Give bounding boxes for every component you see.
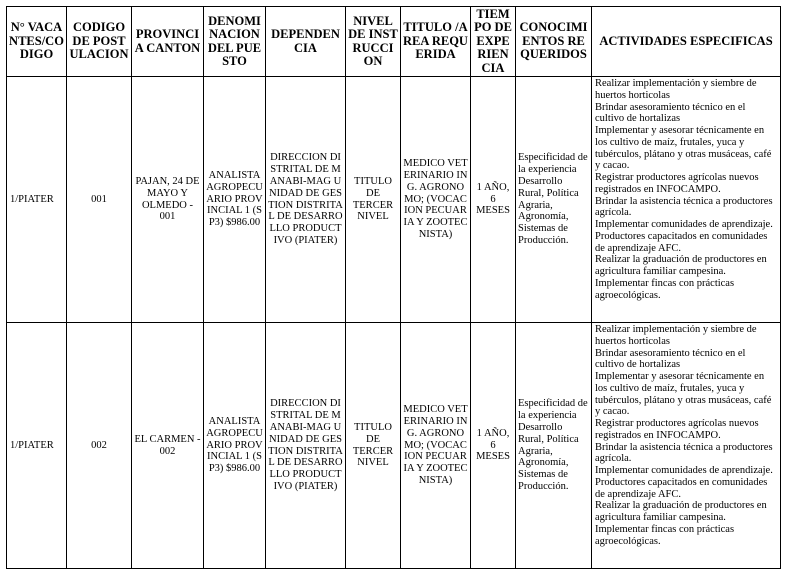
header-provincia: PROVINCIA CANTON: [132, 7, 204, 77]
cell-nivel: TITULO DE TERCER NIVEL: [346, 323, 401, 569]
activity-item: Implementar comunidades de aprendizaje.: [595, 219, 773, 230]
cell-codigo: 001: [67, 77, 132, 323]
header-conocimientos: CONOCIMIENTOS REQUERIDOS: [516, 7, 592, 77]
activity-item: Implementar fincas con prácticas agroecológicas.: [595, 523, 735, 547]
cell-actividades: [592, 77, 781, 323]
cell-provincia: PAJAN, 24 DE MAYO Y OLMEDO - 001: [132, 77, 204, 323]
cell-dependencia: DIRECCION DISTRITAL DE MANABI-MAG UNIDAD DE GESTION DISTRITAL DE DESARROLLO PRODUCTIVO (PIATER): [266, 77, 346, 323]
cell-tiempo: 1 AÑO, 6 MESES: [471, 323, 516, 569]
header-nivel: NIVEL DE INSTRUCCION: [346, 7, 401, 77]
cell-provincia: EL CARMEN - 002: [132, 323, 204, 569]
table-row: [7, 77, 781, 323]
table-row: [7, 323, 781, 569]
cell-titulo: MEDICO VETERINARIO ING. AGRONOMO; (VOCACION PECUARIA Y ZOOTECNISTA): [401, 323, 471, 569]
activity-item: Realizar implementación y siembre de huertos horticolas: [595, 78, 757, 101]
vacancies-table: [6, 6, 781, 569]
header-dependencia: DEPENDENCIA: [266, 7, 346, 77]
activity-item: Brindar la asistencia técnica a productores agrícola.: [595, 195, 773, 219]
cell-conocimientos: Especificidad de la experiencia Desarrollo Rural, Política Agraria, Agronomía, Sistemas de Producción.: [516, 323, 592, 569]
activity-item: Brindar asesoramiento técnico en el cultivo de hortalizas: [595, 101, 746, 125]
activity-item: Realizar implementación y siembre de huertos horticolas: [595, 324, 757, 347]
header-codigo: CODIGO DE POSTULACION: [67, 7, 132, 77]
header-row: [7, 7, 781, 77]
cell-puesto: ANALISTA AGROPECUARIO PROVINCIAL 1 (SP3) $986.00: [204, 323, 266, 569]
cell-tiempo: 1 AÑO, 6 MESES: [471, 77, 516, 323]
activity-item: Implementar comunidades de aprendizaje.: [595, 465, 773, 476]
header-actividades: ACTIVIDADES ESPECIFICAS: [592, 7, 781, 77]
cell-conocimientos: Especificidad de la experiencia Desarrollo Rural, Política Agraria, Agronomía, Sistemas de Producción.: [516, 77, 592, 323]
activity-item: Realizar la graduación de productores en agricultura familiar campesina.: [595, 500, 767, 523]
activity-item: Registrar productores agrícolas nuevos registrados en INFOCAMPO.: [595, 418, 759, 441]
activity-item: Implementar fincas con prácticas agroecológicas.: [595, 277, 735, 301]
activity-item: Productores capacitados en comunidades de aprendizaje AFC.: [595, 230, 768, 254]
activity-item: Brindar asesoramiento técnico en el cultivo de hortalizas: [595, 347, 746, 371]
header-vacantes: N° VACANTES/CODIGO: [7, 7, 67, 77]
cell-codigo: 002: [67, 323, 132, 569]
cell-vacantes: 1/PIATER: [7, 77, 67, 323]
activity-item: Realizar la graduación de productores en agricultura familiar campesina.: [595, 254, 767, 277]
activity-item: Registrar productores agrícolas nuevos registrados en INFOCAMPO.: [595, 172, 759, 195]
header-tiempo: TIEMPO DE EXPERIENCIA: [471, 7, 516, 77]
cell-dependencia: DIRECCION DISTRITAL DE MANABI-MAG UNIDAD DE GESTION DISTRITAL DE DESARROLLO PRODUCTIVO (PIATER): [266, 323, 346, 569]
activity-item: Implementar y asesorar técnicamente en los cultivo de maíz, frutales, yuca y tubérculos, plátano y otras musáceas, café y cacao.: [595, 125, 772, 172]
cell-puesto: ANALISTA AGROPECUARIO PROVINCIAL 1 (SP3) $986.00: [204, 77, 266, 323]
activity-item: Brindar la asistencia técnica a productores agrícola.: [595, 441, 773, 465]
cell-vacantes: 1/PIATER: [7, 323, 67, 569]
activity-item: Implementar y asesorar técnicamente en los cultivo de maíz, frutales, yuca y tubérculos, plátano y otras musáceas, café y cacao.: [595, 371, 772, 418]
cell-nivel: TITULO DE TERCER NIVEL: [346, 77, 401, 323]
header-titulo: TITULO /AREA REQUERIDA: [401, 7, 471, 77]
activity-item: Productores capacitados en comunidades de aprendizaje AFC.: [595, 476, 768, 500]
cell-titulo: MEDICO VETERINARIO ING. AGRONOMO; (VOCACION PECUARIA Y ZOOTECNISTA): [401, 77, 471, 323]
cell-actividades: [592, 323, 781, 569]
header-puesto: DENOMINACION DEL PUESTO: [204, 7, 266, 77]
